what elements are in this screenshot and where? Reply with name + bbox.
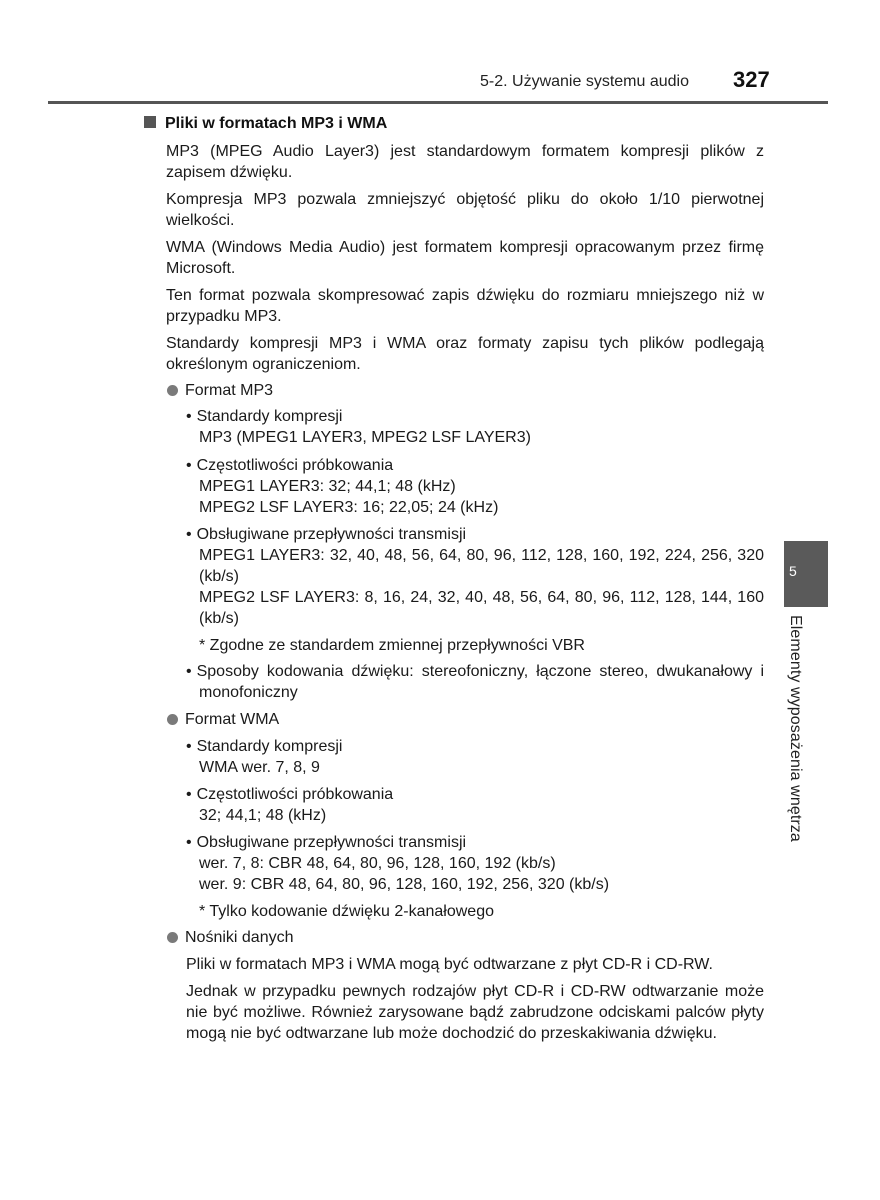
wma-bitrates bbox=[186, 832, 764, 895]
circle-bullet-icon bbox=[167, 714, 178, 725]
mp3-bitrates-mpeg1: MPEG1 LAYER3: 32, 40, 48, 56, 64, 80, 96, 112, 128, 160, 192, 224, 256, 320 (kb/s) bbox=[199, 547, 764, 585]
section-heading bbox=[144, 115, 387, 133]
intro-paragraph-3: WMA (Windows Media Audio) jest formatem kompresji opracowanym przez firmę Microsoft. bbox=[166, 239, 764, 277]
wma-sampling bbox=[186, 784, 764, 826]
mp3-heading-text: Format MP3 bbox=[185, 382, 274, 399]
wma-bitrates-v9: wer. 9: CBR 48, 64, 80, 96, 128, 160, 192, 256, 320 (kb/s) bbox=[199, 876, 610, 893]
circle-bullet-icon bbox=[167, 385, 178, 396]
square-bullet-icon bbox=[144, 116, 156, 128]
page-number: 327 bbox=[733, 67, 770, 92]
mp3-encoding: • Sposoby kodowania dźwięku: stereofoniczny, łączone stereo, dwukanałowy i monofoniczny bbox=[186, 661, 764, 703]
media-heading-text: Nośniki danych bbox=[185, 929, 294, 946]
mp3-sampling bbox=[186, 455, 764, 518]
mp3-standards-value: MP3 (MPEG1 LAYER3, MPEG2 LSF LAYER3) bbox=[199, 429, 531, 446]
mp3-bitrates-mpeg2: MPEG2 LSF LAYER3: 8, 16, 24, 32, 40, 48, 56, 64, 80, 96, 112, 128, 144, 160 (kb/s) bbox=[199, 589, 764, 627]
header-divider bbox=[48, 101, 828, 104]
mp3-sampling-mpeg2: MPEG2 LSF LAYER3: 16; 22,05; 24 (kHz) bbox=[199, 499, 499, 516]
wma-heading-text: Format WMA bbox=[185, 711, 280, 728]
media-paragraph-2: Jednak w przypadku pewnych rodzajów płyt CD-R i CD-RW odtwarzanie może nie być możliwe. Również zarysowane bądź zabrudzone odciskami palców płyty mogą nie być odtwarzane lub może dochodzić do przeskakiwania dźwięku. bbox=[186, 983, 764, 1042]
intro-paragraph-5: Standardy kompresji MP3 i WMA oraz formaty zapisu tych plików podlegają określonym ograniczeniom. bbox=[166, 335, 764, 373]
chapter-side-label: Elementy wyposażenia wnętrza bbox=[787, 615, 804, 842]
section-heading-text: Pliki w formatach MP3 i WMA bbox=[165, 115, 388, 132]
mp3-standards bbox=[186, 406, 764, 448]
wma-channel-note: * Tylko kodowanie dźwięku 2-kanałowego bbox=[199, 903, 494, 920]
wma-standards-label: • Standardy kompresji bbox=[186, 736, 764, 757]
wma-standards-value: WMA wer. 7, 8, 9 bbox=[199, 759, 320, 776]
wma-sampling-value: 32; 44,1; 48 (kHz) bbox=[199, 807, 327, 824]
intro-paragraph-4: Ten format pozwala skompresować zapis dźwięku do rozmiaru mniejszego niż w przypadku MP3. bbox=[166, 287, 764, 325]
mp3-heading bbox=[167, 380, 273, 401]
wma-heading bbox=[167, 709, 279, 730]
wma-standards bbox=[186, 736, 764, 778]
chapter-tab-number: 5 bbox=[789, 563, 797, 579]
media-heading bbox=[167, 927, 294, 948]
mp3-bitrates-label: • Obsługiwane przepływności transmisji bbox=[186, 524, 764, 545]
mp3-standards-label: • Standardy kompresji bbox=[186, 406, 764, 427]
mp3-sampling-mpeg1: MPEG1 LAYER3: 32; 44,1; 48 (kHz) bbox=[199, 478, 456, 495]
wma-bitrates-v78: wer. 7, 8: CBR 48, 64, 80, 96, 128, 160, 192 (kb/s) bbox=[199, 855, 556, 872]
intro-paragraph-1: MP3 (MPEG Audio Layer3) jest standardowym formatem kompresji plików z zapisem dźwięku. bbox=[166, 143, 764, 181]
mp3-sampling-label: • Częstotliwości próbkowania bbox=[186, 455, 764, 476]
mp3-vbr-note: * Zgodne ze standardem zmiennej przepływności VBR bbox=[199, 637, 585, 654]
wma-sampling-label: • Częstotliwości próbkowania bbox=[186, 784, 764, 805]
wma-bitrates-label: • Obsługiwane przepływności transmisji bbox=[186, 832, 764, 853]
mp3-bitrates bbox=[186, 524, 764, 629]
intro-paragraph-2: Kompresja MP3 pozwala zmniejszyć objętość pliku do około 1/10 pierwotnej wielkości. bbox=[166, 191, 764, 229]
running-header-section: 5-2. Używanie systemu audio bbox=[480, 73, 689, 90]
media-paragraph-1: Pliki w formatach MP3 i WMA mogą być odtwarzane z płyt CD-R i CD-RW. bbox=[186, 956, 713, 973]
circle-bullet-icon bbox=[167, 932, 178, 943]
